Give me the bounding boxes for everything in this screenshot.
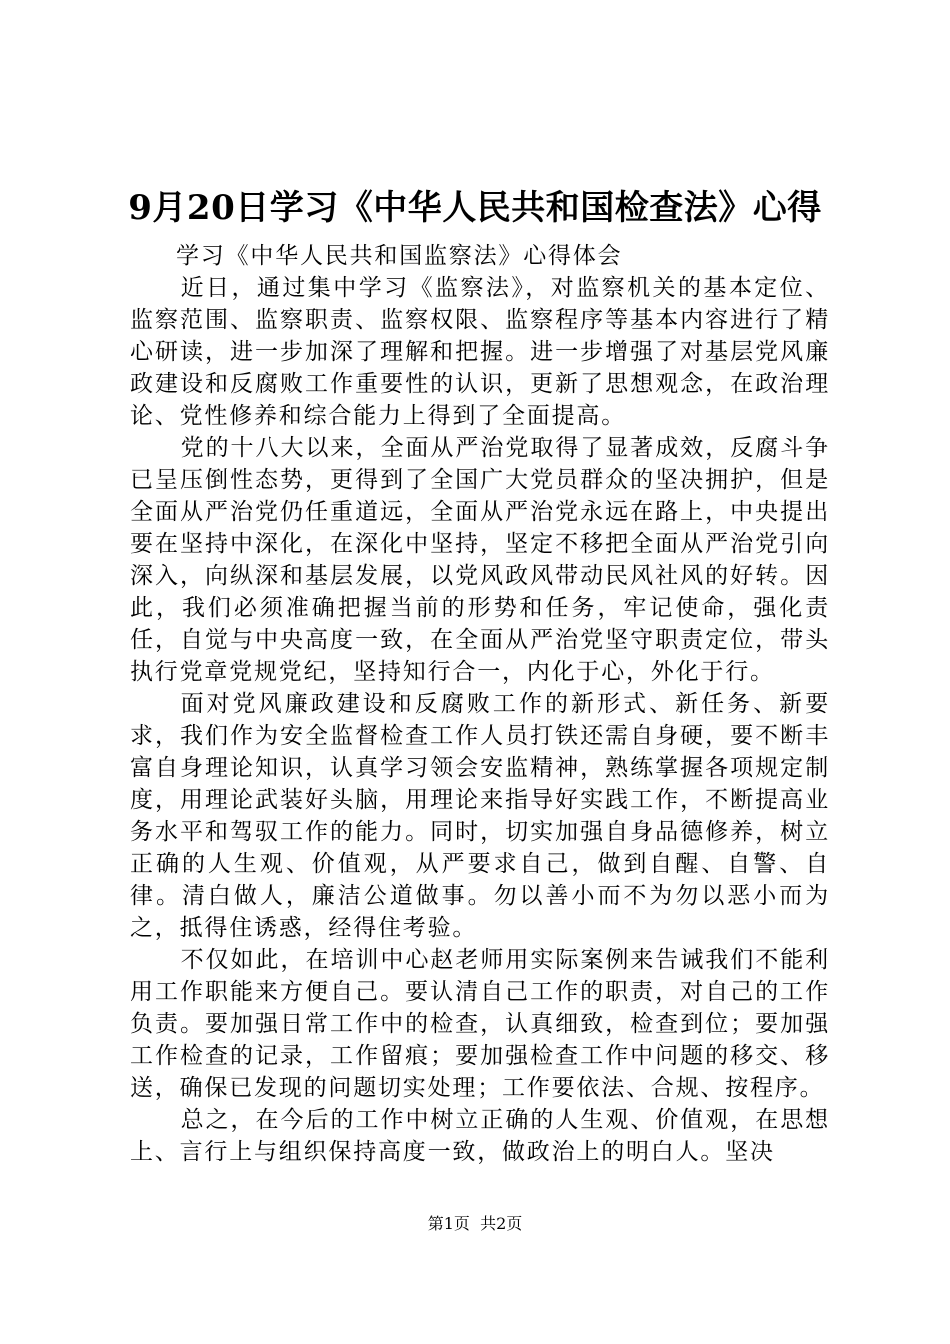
page-number: 第1页 共2页 <box>427 1214 523 1233</box>
paragraph: 总之，在今后的工作中树立正确的人生观、价值观，在思想上、言行上与组织保持高度一致，做政治上的明白人。坚决 <box>130 1107 830 1165</box>
paragraph: 面对党风廉政建设和反腐败工作的新形式、新任务、新要求，我们作为安全监督检查工作人员打铁还需自身硬，要不断丰富自身理论知识，认真学习领会安监精神，熟练掌握各项规定制度，用理论武装好头脑，用理论来指导好实践工作，不断提高业务水平和驾驭工作的能力。同时，切实加强自身品德修养，树立正确的人生观、价值观，从严要求自己，做到自醒、自警、自律。清白做人，廉洁公道做事。勿以善小而不为勿以恶小而为之，抵得住诱惑，经得住考验。 <box>130 691 830 941</box>
paragraph: 党的十八大以来，全面从严治党取得了显著成效，反腐斗争已呈压倒性态势，更得到了全国广大党员群众的坚决拥护，但是全面从严治党仍任重道远，全面从严治党永远在路上，中央提出要在坚持中深化，在深化中坚持，坚定不移把全面从严治党引向深入，向纵深和基层发展，以党风政风带动民风社风的好转。因此，我们必须准确把握当前的形势和任务，牢记使命，强化责任，自觉与中央高度一致，在全面从严治党坚守职责定位，带头执行党章党规党纪，坚持知行合一，内化于心，外化于行。 <box>130 435 830 685</box>
paragraph: 不仅如此，在培训中心赵老师用实际案例来告诫我们不能利用工作职能来方便自己。要认清自己工作的职责，对自己的工作负责。要加强日常工作中的检查，认真细致，检查到位；要加强工作检查的记录，工作留痕；要加强检查工作中问题的移交、移送，确保已发现的问题切实处理；工作要依法、合规、按程序。 <box>130 947 830 1101</box>
document-subtitle: 学习《中华人民共和国监察法》心得体会 <box>176 243 623 269</box>
document-body <box>130 240 830 1168</box>
page-footer <box>0 1213 950 1235</box>
paragraph: 近日，通过集中学习《监察法》，对监察机关的基本定位、监察范围、监察职责、监察权限、监察程序等基本内容进行了精心研读，进一步加深了理解和把握。进一步增强了对基层党风廉政建设和反腐败工作重要性的认识，更新了思想观念，在政治理论、党性修养和综合能力上得到了全面提高。 <box>130 275 830 429</box>
document-title: 9月20日学习《中华人民共和国检查法》心得 <box>128 188 822 228</box>
